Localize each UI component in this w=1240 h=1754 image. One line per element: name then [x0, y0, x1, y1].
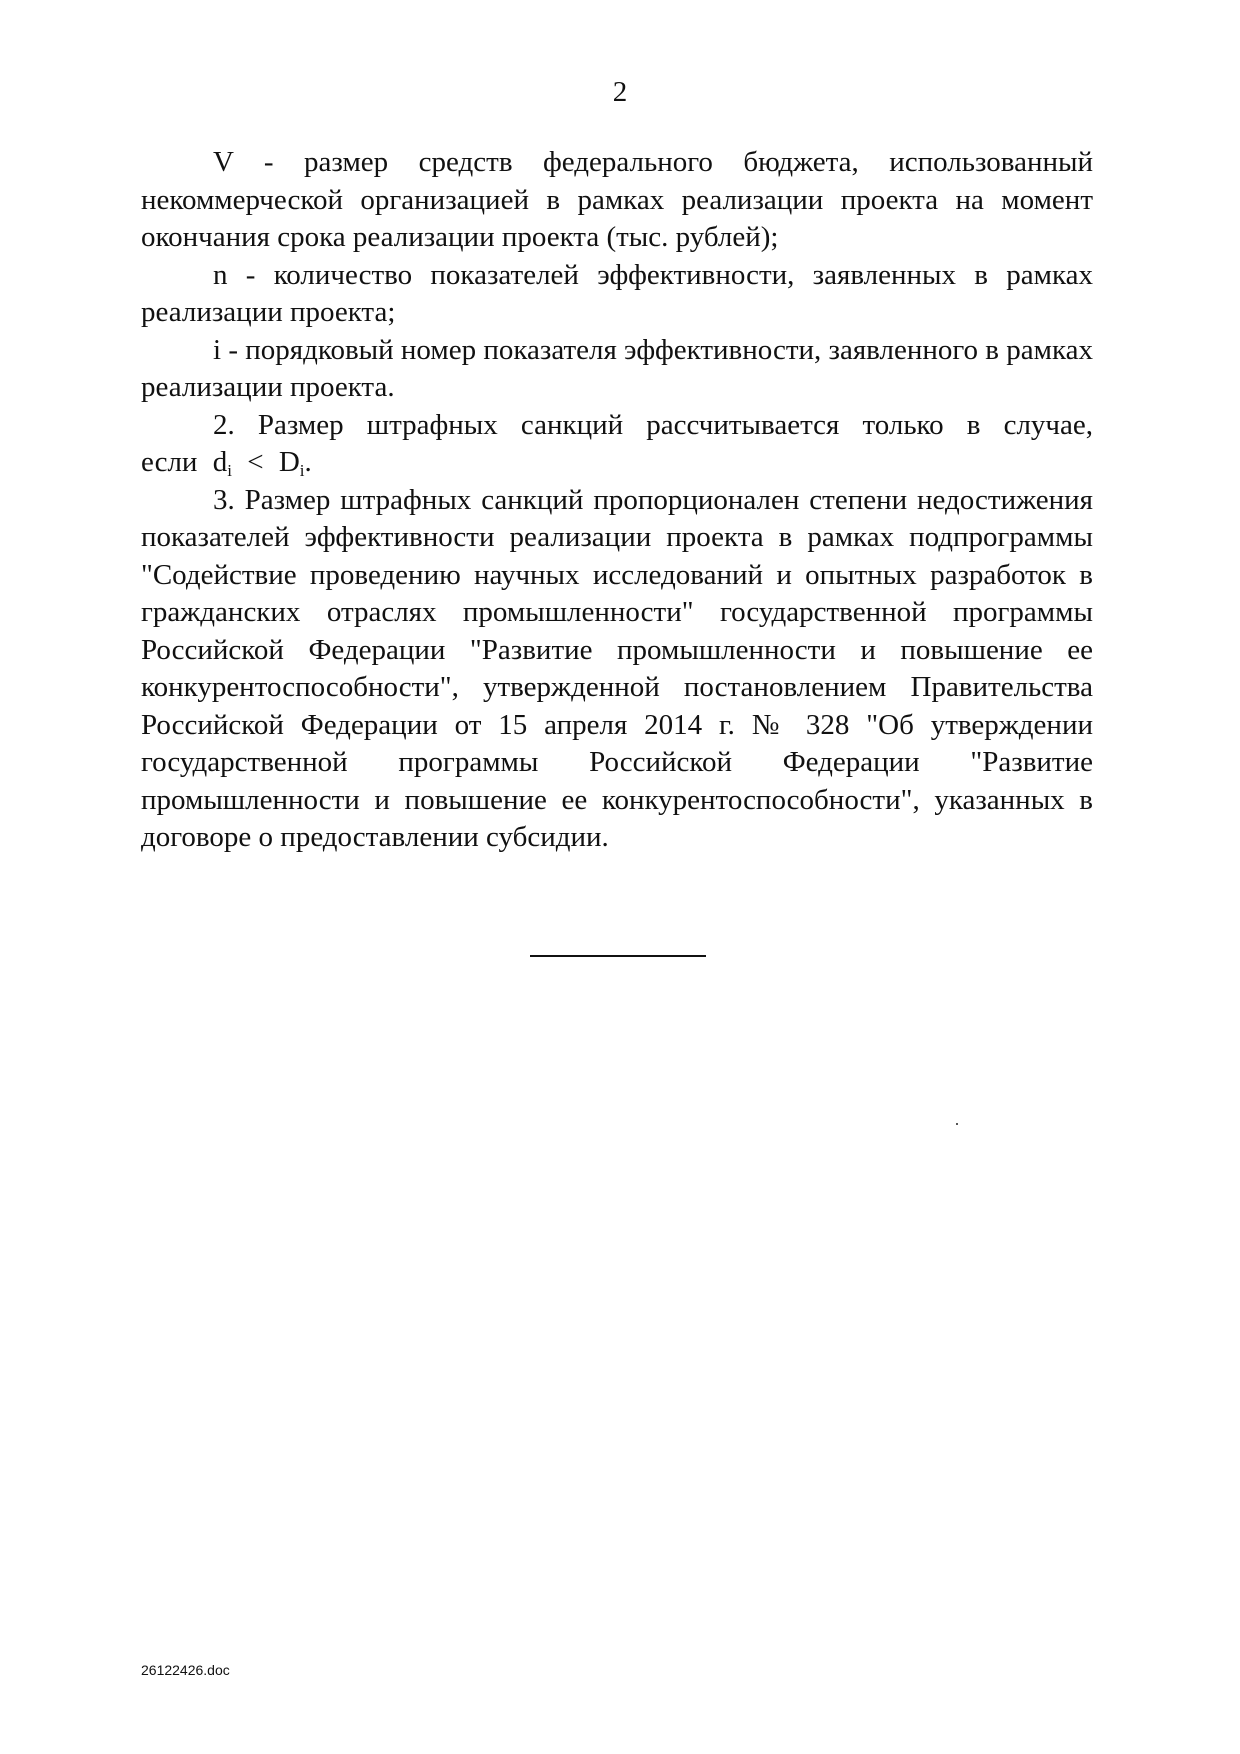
formula-lhs: d — [212, 446, 228, 478]
clause-2 — [141, 407, 1093, 482]
definition-symbol: i — [213, 333, 222, 366]
end-divider-line — [530, 955, 706, 957]
formula-rhs: D — [278, 446, 300, 478]
document-body — [141, 144, 1093, 857]
clause-2-text: 2. Размер штрафных санкций рассчитывается только в случае, если — [141, 408, 1093, 478]
definition-text: - размер средств федерального бюджета, использованный некоммерческой организацией в рамках реализации проекта на момент окончания срока реализации проекта (тыс. рублей); — [141, 146, 1093, 253]
formula-rhs-subscript: i — [299, 461, 305, 480]
definition-symbol: n — [213, 258, 228, 291]
definition-text: - порядковый номер показателя эффективности, заявленного в рамках реализации проекта. — [141, 333, 1093, 403]
formula — [213, 446, 312, 478]
definition-text: - количество показателей эффективности, заявленных в рамках реализации проекта; — [141, 258, 1093, 328]
clause-3: 3. Размер штрафных санкций пропорционален степени недостижения показателей эффективности реализации проекта в рамках подпрограммы "Содействие проведению научных исследований и опытных разработок в гражданских отраслях промышленности" государственной программы Российской Федерации "Развитие промышленности и повышение ее конкурентоспособности", утвержденной постановлением Правительства Российской Федерации от 15 апреля 2014 г. № 328 "Об утверждении государственной программы Российской Федерации "Развитие промышленности и повышение ее конкурентоспособности", указанных в договоре о предоставлении субсидии. — [141, 483, 1093, 853]
formula-operator: < — [231, 446, 279, 478]
definition-symbol: V — [213, 146, 234, 178]
scan-speck — [956, 1123, 958, 1125]
page-number: 2 — [612, 76, 628, 108]
definition-n — [141, 257, 1093, 332]
definition-v — [141, 144, 1093, 257]
definition-i — [141, 332, 1093, 407]
formula-lhs-subscript: i — [227, 461, 232, 480]
document-id: 26122426.doc — [141, 1662, 230, 1678]
formula-end: . — [304, 446, 312, 478]
